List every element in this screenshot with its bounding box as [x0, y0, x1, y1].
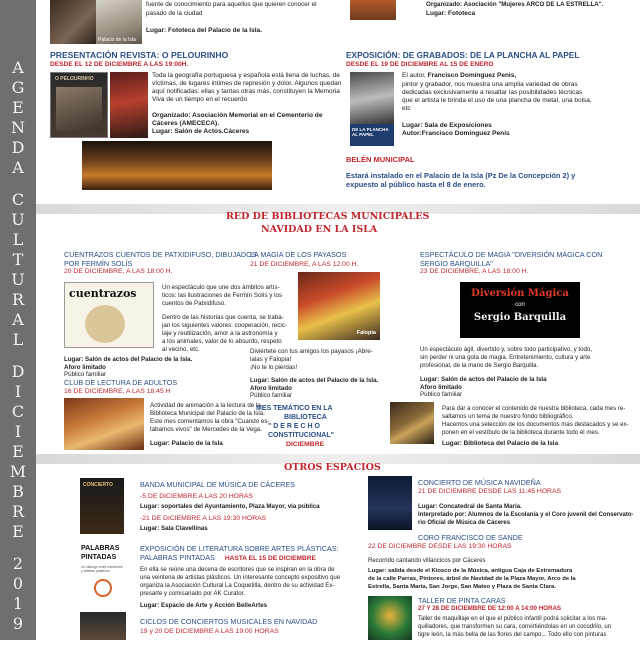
sande-line: Recorrido cantando villancicos por Cáceres: [368, 557, 486, 564]
grabados-body-2: pintor y grabador, nos muestra una amplia variedad de obras: [402, 81, 578, 88]
pelourinho-cover-title: O PELOURINHO: [55, 76, 94, 82]
payasos-aforo: Aforo limitado: [250, 385, 292, 392]
pelourinho-body-1: Toda la geografía portuguesa y española está llena de luchas, de: [152, 72, 340, 79]
fototeca-place: Lugar: Fototeca del Palacio de la Isla.: [146, 27, 262, 34]
banda-poster-text: CONCIERTO: [83, 482, 113, 488]
bibliotecas-subtitle: NAVIDAD EN LA ISLA: [261, 224, 378, 235]
payasos-date: 21 DE DICIEMBRE, A LAS 12:00 H.: [250, 261, 359, 268]
palabras-title-line: [140, 554, 316, 563]
agenda-cultural-vertical-title: [0, 58, 36, 654]
navidena-interp-1: Interpretado por: Alumnos de la Escolanía y el Coro juvenil del Conservato-: [418, 512, 634, 518]
strip-letter: N: [11, 118, 25, 137]
palabras-place: Lugar: Espacio de Arte y Acción BelleArtes: [140, 602, 268, 609]
strip-letter: L: [12, 330, 24, 349]
agenda-page: [36, 0, 640, 640]
pelourinho-org-1: Organizado: Asociación Memorial en el Cementerio de: [152, 112, 323, 119]
left-vertical-strip: [0, 0, 36, 653]
taller-body-2: quilladores, que transformen su cara, convirtiéndolas en un cocodrilo, un: [418, 624, 612, 630]
strip-letter: I: [14, 382, 22, 401]
strip-letter: L: [12, 230, 24, 249]
strip-letter: D: [11, 138, 25, 157]
grabados-body-4: que el artista le brinda el uso de una plancha de metal, una bolsa,: [402, 97, 592, 104]
magia-logo: [460, 282, 580, 338]
taller-body-1: Taller de maquillaje en el que el público infantil podrá solicitar a los ma-: [418, 616, 608, 622]
club-photo: [64, 398, 144, 450]
taller-date: 27 Y 28 DE DICIEMBRE DE 12:00 A 14:00 HORAS: [418, 605, 562, 612]
banda-place-1: Lugar: soportales del Ayuntamiento, Plaza Mayor, vía pública: [140, 503, 320, 510]
payasos-body-1: Diviértete con tus amigos los payasos ¡Abre-: [250, 348, 373, 355]
palabras-title-c: HASTA EL 15 DE DICIEMBRE: [224, 555, 316, 562]
club-title: CLUB DE LECTURA DE ADULTOS: [64, 378, 178, 387]
magia-body-1: Un espectáculo ágil, divertido y, sobre todo participativo, y todo,: [420, 346, 592, 353]
ciclo-title: CICLOS DE CONCIERTOS MUSICALES EN NAVIDAD: [140, 617, 318, 626]
payasos-publico: Público familiar: [250, 392, 292, 399]
cuentrazos-date: 20 DE DICIEMBRE, A LAS 18:00 H.: [64, 268, 173, 275]
strip-letter: I: [14, 422, 22, 441]
navidena-date: 21 DE DICIEMBRE DESDE LAS 11:45 HORAS: [418, 488, 562, 495]
palabras-logo-line3: Un diálogo entre escritores y artistas plásticos: [81, 565, 123, 573]
payasos-photo-caption: Falopia: [356, 330, 376, 336]
cuentrazos-body-5: Dentro de las historias que cuenta, se traba-: [162, 314, 284, 321]
sande-title: CORO FRANCISCO DE SANDE: [418, 533, 523, 542]
cuentrazos-body-3: cuentos de Patxidifuso.: [162, 300, 226, 307]
mes-body-4: ponen en el vestíbulo de la biblioteca durante todo el mes.: [442, 429, 600, 436]
palabras-title-a: EXPOSICIÓN DE LITERATURA SOBRE ARTES PLÁSTICAS:: [140, 544, 339, 553]
fototeca-text-1: fuente de conocimiento para aquellos que quieren conocer el: [146, 1, 317, 8]
navidena-title: CONCIERTO DE MÚSICA NAVIDEÑA: [418, 478, 541, 487]
strip-letter: R: [11, 290, 25, 309]
cuentrazos-publico: Público familiar: [64, 371, 106, 378]
sande-date: 22 DE DICIEMBRE DESDE LAS 19:30 HORAS: [368, 543, 512, 550]
sande-body-1: Lugar: salida desde el Kiosco de la Música, antigua Caja de Extremadura: [368, 568, 573, 574]
payasos-title: LA MAGIA DE LOS PAYASOS: [250, 250, 347, 259]
strip-letter: U: [11, 270, 25, 289]
club-body-2: Biblioteca Municipal del Palacio de la Isla.: [150, 410, 265, 417]
strip-letter: A: [12, 310, 24, 329]
grabados-body-5: etc: [402, 105, 411, 112]
mes-body-3: Hacemos una selección de los documentos más destacados y se ex-: [442, 421, 629, 428]
strip-letter: .: [15, 634, 21, 653]
strip-letter: 0: [12, 574, 24, 593]
pelourinho-body-2: víctimas, de lugares intimes de represión y dolor. Algunos quedan: [152, 80, 342, 87]
taller-title: TALLER DE PINTA CARAS: [418, 596, 506, 605]
pelourinho-body-4: Viva de un tiempo en el recuerdo: [152, 96, 248, 103]
sande-body-3: Estrella, Santa María, San Jorge, San Mateo y Plaza de Santa Clara.: [368, 584, 556, 590]
belen-title: BELÉN MUNICIPAL: [346, 155, 415, 164]
magia-logo-line3: Sergio Barquilla: [473, 312, 567, 323]
grabados-date: DESDE EL 19 DE DICIEMBRE AL 15 DE ENERO: [346, 61, 494, 68]
magia-body-3: profesional, de la mano de Sergio Barquilla.: [420, 362, 539, 369]
strip-letter: 9: [12, 614, 24, 633]
banda-poster: [80, 478, 124, 534]
palabras-body-4: presarte y comisariado por AK Curator.: [140, 590, 245, 597]
cuentrazos-body-1: Un espectáculo que une dos ámbitos artís-: [162, 284, 280, 291]
strip-letter: C: [11, 190, 25, 209]
cuentrazos-title-2: POR FERMÍN SOLÍS: [64, 259, 133, 268]
ciclo-date: 19 y 20 DE DICIEMBRE A LAS 19:00 HORAS: [140, 628, 279, 635]
payasos-photo: [298, 272, 380, 340]
strip-letter: A: [12, 58, 24, 77]
mes-body-2: saltamos un tema de nuestro fondo bibliográfico.: [442, 413, 574, 420]
cuentrazos-body-9: al vecino, etc.: [162, 346, 200, 353]
pelourinho-title: PRESENTACIÓN REVISTA: O PELOURINHO: [50, 50, 229, 60]
pelourinho-body-3: aquí notificadas: ellas y tantas otras más, constituyen la Memoria: [152, 88, 340, 95]
magia-publico: Público familiar: [420, 391, 462, 398]
grabados-author: Autor:Francisco Domínguez Penis: [402, 130, 510, 137]
navidena-interp-2: rio Oficial de Música de Cáceres: [418, 520, 511, 526]
fototeca-photo: [50, 0, 96, 44]
pelourinho-cover: [50, 72, 108, 138]
grabados-body-3: dedicadas exclusivamente a resaltar las posibilidades técnicas: [402, 89, 583, 96]
strip-letter: 2: [12, 554, 24, 573]
mes-date: DICIEMBRE: [286, 441, 325, 448]
strip-letter: C: [11, 402, 25, 421]
club-place: Lugar: Palacio de la Isla: [150, 440, 223, 447]
arco-place: Lugar: Fototeca: [426, 10, 476, 17]
magia-place: Lugar: Salón de actos del Palacio de la Isla: [420, 376, 547, 383]
grabados-body-1: El autor, Francisco Domínguez Penis,: [402, 72, 517, 79]
magia-body-2: sin perder ni una gota de magia. Entretenimiento, cultura y arte: [420, 354, 591, 361]
strip-letter: E: [12, 522, 24, 541]
cuentrazos-book-title: cuentrazos: [69, 287, 137, 300]
strip-letter: G: [11, 78, 25, 97]
mes-title-1: MES TEMÁTICO EN LA: [256, 405, 333, 412]
strip-letter: D: [11, 362, 25, 381]
strip-letter: B: [12, 482, 24, 501]
belen-photo: [82, 141, 272, 190]
banda-title: BANDA MUNICIPAL DE MÚSICA DE CÁCERES: [140, 480, 295, 489]
ciclo-photo: [80, 612, 126, 640]
mes-title-3: " D E R E C H O: [268, 423, 320, 430]
cuentrazos-body-2: ticos: las ilustraciones de Fermín Solís y los: [162, 292, 283, 299]
navidena-poster: [368, 476, 412, 530]
grabados-poster: [350, 124, 394, 146]
arco-org: Organizado: Asociación "Mujeres ARCO DE LA ESTRELLA".: [426, 1, 604, 8]
pelourinho-org-2: Cáceres (AMECECA).: [152, 120, 220, 127]
bibliotecas-title: RED DE BIBLIOTECAS MUNICIPALES: [226, 211, 430, 222]
cuentrazos-body-8: a los animales, valor de lo absurdo, respeto: [162, 338, 282, 345]
palabras-body-3: organiza la Asociación Cultural La Coquetilla, dentro de su actividad Ex-: [140, 582, 335, 589]
pelourinho-date: DESDE EL 12 DE DICIEMBRE A LAS 19:00H.: [50, 61, 189, 68]
pelourinho-photo: [110, 72, 148, 138]
belen-body-2: expuesto al público hasta el 8 de enero.: [346, 180, 486, 189]
palabras-body-2: una veintena de artistas plásticos. Un interesante concepto expositivo que: [140, 574, 341, 581]
cuentrazos-place: Lugar: Salón de actos del Palacio de la Isla.: [64, 356, 193, 363]
belen-body-1: Estará instalado en el Palacio de la Isla (Pz De la Concepción 2) y: [346, 171, 576, 180]
strip-letter: T: [12, 250, 24, 269]
sande-body-2: de la calle Parras, Pintores, árbol de Navidad de la Plaza Mayor, Arco de la: [368, 576, 576, 582]
club-body-3: Este mes comentamos la obra "Cuando es-: [150, 418, 270, 425]
otros-title: OTROS ESPACIOS: [284, 462, 381, 473]
mes-body-1: Para dar a conocer el contenido de nuestra biblioteca, cada mes re-: [442, 405, 626, 412]
navidena-place: Lugar: Concatedral de Santa María.: [418, 503, 522, 510]
cuentrazos-book-cover: [64, 282, 154, 348]
mes-title-4: CONSTITUCIONAL": [268, 432, 334, 439]
mes-photo: [390, 402, 434, 444]
strip-letter: E: [12, 98, 24, 117]
banda-date-2: -21 DE DICIEMBRE A LAS 19:30 HORAS: [140, 515, 267, 522]
taller-photo: [368, 596, 412, 640]
cuentrazos-body-6: jan los siguientes valores: cooperación, recic-: [162, 322, 287, 329]
payasos-body-3: ¡No te lo pierdas!: [250, 364, 298, 371]
cuentrazos-body-7: laje y reutilización, amor a la astronomía y: [162, 330, 278, 337]
club-body-4: tábamos vivos" de Mercedes de la Vega.: [150, 426, 262, 433]
strip-letter: A: [12, 158, 24, 177]
fototeca-text-2: pasado de la ciudad: [146, 10, 203, 17]
magia-logo-line1: Diversión Mágica: [471, 288, 569, 299]
palabras-logo-line1: PALABRAS: [81, 545, 120, 552]
banda-place-2: Lugar: Sala Clavellinas: [140, 525, 208, 532]
magia-aforo: Aforo limitado: [420, 384, 462, 391]
magia-title-1: ESPECTÁCULO DE MAGIA "DIVERSIÓN MÁGICA CON: [420, 250, 603, 259]
grabados-poster-text: DE LA PLANCHA AL PAPEL: [352, 127, 389, 137]
payasos-place: Lugar: Salón de actos del Palacio de la Isla.: [250, 377, 379, 384]
palabras-logo-line2: PINTADAS: [81, 554, 117, 561]
magia-title-2: SERGIO BARQUILLA": [420, 259, 493, 268]
payasos-body-2: lalas y Falopia!: [250, 356, 292, 363]
grabados-photo: [350, 72, 394, 124]
arco-estrella-photo: [350, 0, 396, 20]
mes-place: Lugar: Biblioteca del Palacio de la Isla: [442, 440, 559, 447]
club-body-1: Actividad de animación a la lectura de la: [150, 402, 261, 409]
cuentrazos-title-1: CUENTRAZOS CUENTOS DE PATXIDIFUSO, DIBUJADOS: [64, 250, 257, 259]
cuentrazos-aforo: Aforo limitado: [64, 364, 106, 371]
palabras-title-b: PALABRAS PINTADAS: [140, 553, 215, 562]
strip-letter: R: [11, 502, 25, 521]
banda-date-1: -5 DE DICIEMBRE A LAS 20 HORAS: [140, 493, 253, 500]
strip-letter: 1: [12, 594, 24, 613]
taller-body-3: tigre león, la más bella de las flores del campo... Todo ello con pinturas: [418, 632, 607, 638]
pelourinho-place: Lugar: Salón de Actos.Cáceres: [152, 128, 250, 135]
mes-title-2: BIBLIOTECA: [284, 414, 327, 421]
grabados-place: Lugar: Sala de Exposiciones: [402, 122, 492, 129]
palabras-body-1: En ella se reúne una decena de escritores que se inspiran en la obra de: [140, 566, 335, 573]
grabados-title: EXPOSICIÓN: DE GRABADOS: DE LA PLANCHA AL PAPEL: [346, 50, 580, 60]
strip-letter: E: [12, 442, 24, 461]
fototeca-caption: Palacio de la Isla: [98, 37, 136, 43]
strip-letter: M: [9, 462, 27, 481]
magia-logo-line2: con: [515, 302, 525, 308]
palabras-logo: [80, 541, 126, 601]
club-date: 16 DE DICIEMBRE, A LAS 18:45 H: [64, 388, 171, 395]
magia-date: 23 DE DICIEMBRE, A LAS 18:00 H.: [420, 268, 529, 275]
strip-letter: U: [11, 210, 25, 229]
